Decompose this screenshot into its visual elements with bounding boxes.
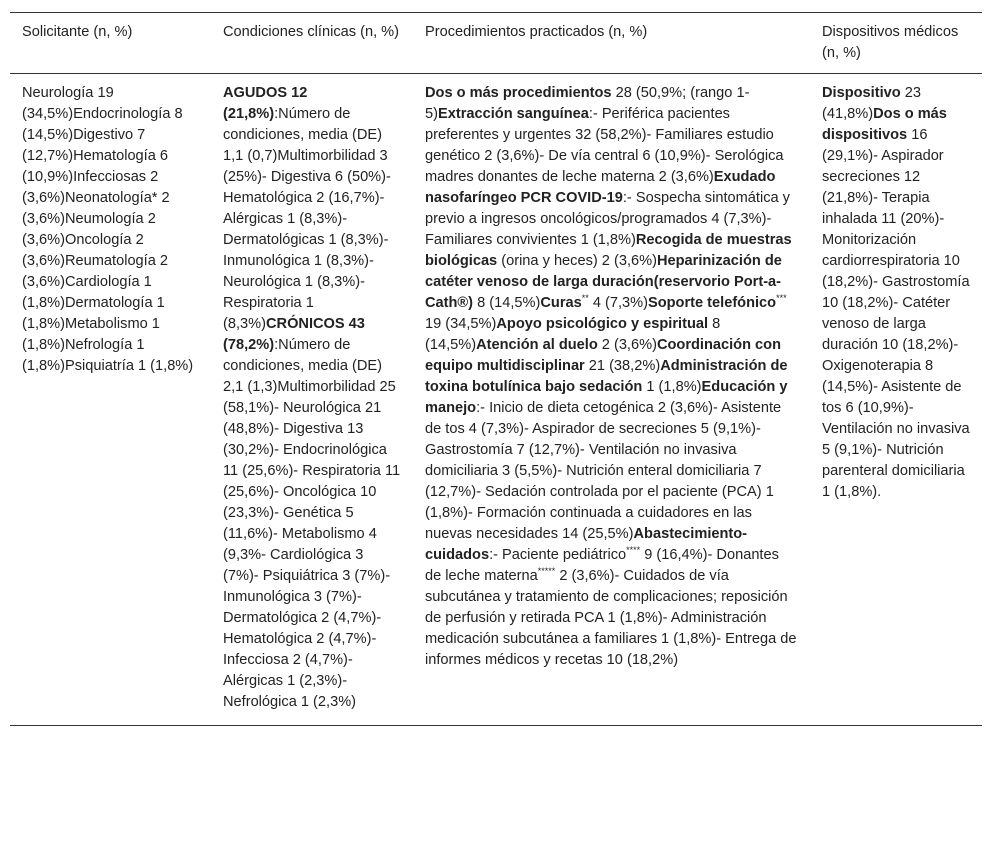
bold-label: Exudado nasofaríngeo PCR COVID-19 bbox=[425, 169, 776, 206]
bold-label: Extracción sanguínea bbox=[437, 106, 589, 122]
bold-label: Apoyo psicológico y espiritual bbox=[496, 316, 709, 332]
table-row bbox=[10, 74, 982, 726]
footnote-marker: **** bbox=[626, 545, 641, 555]
header-procedimientos: Procedimientos practicados (n, %) bbox=[413, 13, 810, 74]
bold-label: Dispositivo bbox=[822, 85, 901, 101]
footnote-marker: ***** bbox=[537, 566, 556, 576]
cell-text: 4 (7,3%) bbox=[588, 295, 648, 311]
bold-label: Atención al duelo bbox=[476, 337, 598, 353]
cell-text: :- Paciente pediátrico bbox=[489, 547, 627, 563]
bold-label: Coordinación con equipo multidisciplinar bbox=[425, 337, 781, 374]
data-table bbox=[10, 12, 982, 726]
cell-text: 8 (14,5%) bbox=[473, 295, 541, 311]
cell-solicitante bbox=[10, 74, 211, 726]
bold-label: Curas bbox=[540, 295, 582, 311]
bold-label: Educación y manejo bbox=[425, 379, 788, 416]
cell-text: 9 (16,4%)- Donantes de leche materna bbox=[425, 547, 779, 584]
cell-procedimientos bbox=[413, 74, 810, 726]
bold-label: Administración de toxina botulínica bajo sedación bbox=[425, 358, 788, 395]
cell-text: 19 (34,5%) bbox=[425, 316, 497, 332]
cell-dispositivos bbox=[810, 74, 982, 726]
header-solicitante: Solicitante (n, %) bbox=[10, 13, 211, 74]
cell-text: 8 (14,5%) bbox=[425, 316, 721, 353]
cell-text: 2 (3,6%) bbox=[597, 337, 657, 353]
cell-text: :Número de condiciones, media (DE) 2,1 (1,3)Multimorbilidad 25 (58,1%)- Neurológica 21 (48,8%)- Digestiva 13 (30,2%)- Endocrinológica 11 (25,6%)- Respiratoria 11 (25,6%)- Oncológica 10 (23,3%)- Genética 5 (11,6%)- Metabolismo 4 (9,3%- Cardiológica 3 (7%)- Psiquiátrica 3 (7%)- Inmunológica 3 (7%)- Dermatológica 2 (4,7%)- Hematológica 2 (4,7%)- Infecciosa 2 (4,7%)- Alérgicas 1 (2,3%)- Nefrológica 1 (2,3%) bbox=[223, 337, 401, 710]
header-condiciones: Condiciones clínicas (n, %) bbox=[211, 13, 413, 74]
header-row bbox=[10, 13, 982, 74]
footnote-marker: *** bbox=[776, 293, 787, 303]
bold-label: Abastecimiento-cuidados bbox=[425, 526, 748, 563]
cell-text: 16 (29,1%)- Aspirador secreciones 12 (21,8%)- Terapia inhalada 11 (20%)- Monitorización cardiorrespiratoria 10 (18,2%)- Gastrostomía 10 (18,2%)- Catéter venoso de larga duración 10 (18,2%)- Oxigenoterapia 8 (14,5%)- Asistente de tos 6 (10,9%)- Ventilación no invasiva 5 (9,1%)- Nutrición parenteral domiciliaria 1 (1,8%). bbox=[822, 127, 970, 500]
cell-text: :- Periférica pacientes preferentes y urgentes 32 (58,2%)- Familiares estudio genético 2 (3,6%)- De vía central 6 (10,9%)- Serológica madres donantes de leche materna 2 (3,6%) bbox=[425, 106, 784, 185]
cell-text: :- Inicio de dieta cetogénica 2 (3,6%)- Asistente de tos 4 (7,3%)- Aspirador de secreciones 5 (9,1%)- Gastrostomía 7 (12,7%)- Ventilación no invasiva domiciliaria 3 (5,5%)- Nutrición enteral domiciliaria 7 (12,7%)- Sedación controlada por el paciente (PCA) 1 (1,8%)- Formación continuada a cuidadores en las nuevas necesidades 14 (25,5%) bbox=[425, 400, 782, 542]
bold-label: Heparinización de catéter venoso de larga duración(reservorio Port-a-Cath®) bbox=[425, 253, 782, 311]
bold-label: Soporte telefónico bbox=[647, 295, 777, 311]
bold-label: Recogida de muestras biológicas bbox=[425, 232, 792, 269]
cell-text: (orina y heces) 2 (3,6%) bbox=[497, 253, 657, 269]
cell-text: 28 (50,9%; (rango 1-5) bbox=[425, 85, 750, 122]
cell-text: :- Sospecha sintomática y previo a ingresos oncológicos/programados 4 (7,3%)- Familiares convivientes 1 (1,8%) bbox=[425, 190, 790, 248]
cell-text: 23 (41,8%) bbox=[822, 85, 921, 122]
cell-condiciones bbox=[211, 74, 413, 726]
bold-label: CRÓNICOS 43 (78,2%) bbox=[223, 316, 365, 353]
header-dispositivos: Dispositivos médicos (n, %) bbox=[810, 13, 982, 74]
cell-text: Neurología 19 (34,5%)Endocrinología 8 (14,5%)Digestivo 7 (12,7%)Hematología 6 (10,9%)Infecciosas 2 (3,6%)Neonatología* 2 (3,6%)Neumología 2 (3,6%)Oncología 2 (3,6%)Reumatología 2 (3,6%)Cardiología 1 (1,8%)Dermatología 1 (1,8%)Metabolismo 1 (1,8%)Nefrología 1 (1,8%)Psiquiatría 1 (1,8%) bbox=[22, 85, 194, 374]
cell-text: 1 (1,8%) bbox=[642, 379, 702, 395]
footnote-marker: ** bbox=[581, 293, 589, 303]
bold-label: Dos o más procedimientos bbox=[425, 85, 612, 101]
bold-label: AGUDOS 12 (21,8%) bbox=[223, 85, 308, 122]
cell-text: :Número de condiciones, media (DE) 1,1 (0,7)Multimorbilidad 3 (25%)- Digestiva 6 (50%)- Hematológica 2 (16,7%)- Alérgicas 1 (8,3%)- Dermatológicas 1 (8,3%)- Inmunológica 1 (8,3%)- Neurológica 1 (8,3%)- Respiratoria 1 (8,3%) bbox=[223, 106, 391, 332]
bold-label: Dos o más dispositivos bbox=[822, 106, 947, 143]
cell-text: 2 (3,6%)- Cuidados de vía subcutánea y tratamiento de complicaciones; reposición de perfusión y retirada PCA 1 (1,8%)- Administración medicación subcutánea a familiares 1 (1,8%)- Entrega de informes médicos y recetas 10 (18,2%) bbox=[425, 568, 797, 668]
cell-text: 21 (38,2%) bbox=[584, 358, 661, 374]
